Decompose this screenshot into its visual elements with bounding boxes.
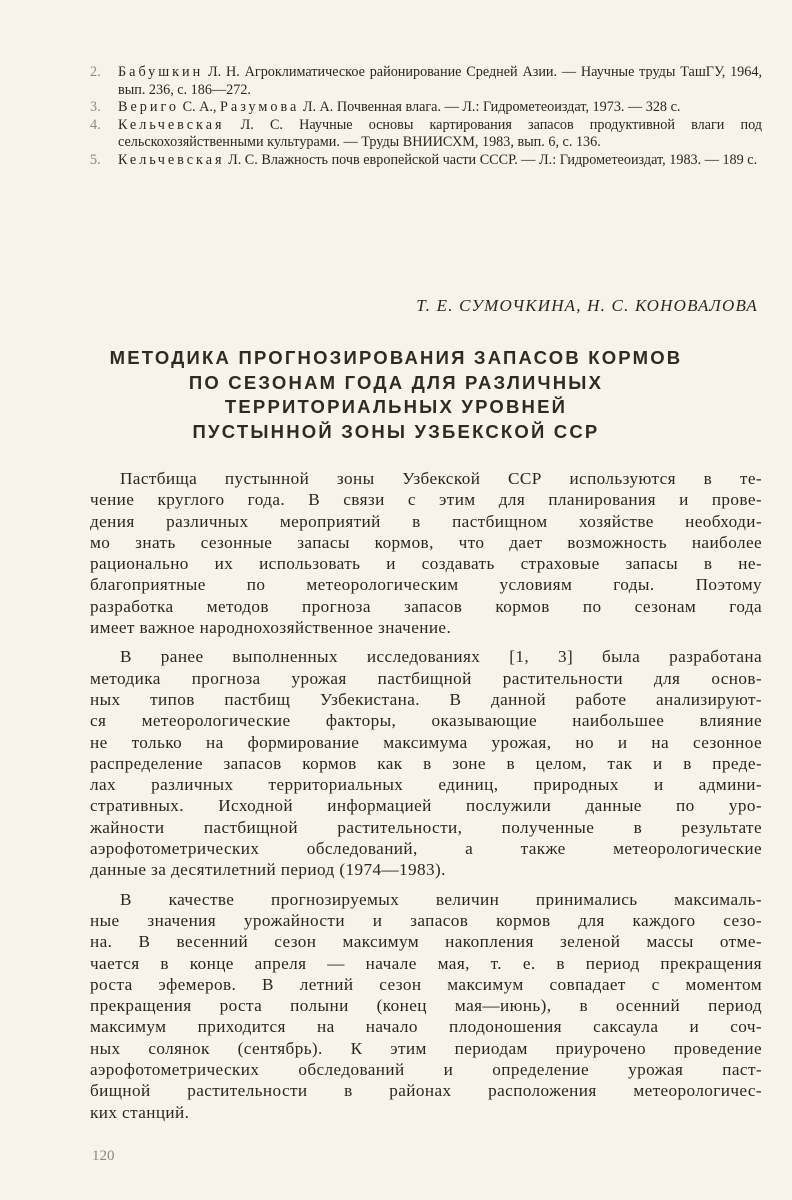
- text-line: аэрофотометрических обследований, а также метеорологические: [90, 839, 762, 859]
- title-line: ПУСТЫННОЙ ЗОНЫ УЗБЕКСКОЙ ССР: [192, 420, 600, 442]
- text-line: чается в конце апреля — начале мая, т. е. в период прекращения: [90, 953, 762, 973]
- text-line: благоприятные по метеорологическим условиям годы. Поэтому: [90, 575, 762, 595]
- text-line: дения различных мероприятий в пастбищном хозяйстве необходи-: [90, 511, 762, 531]
- reference-author: Разумова: [220, 99, 300, 116]
- reference-author: Вериго: [118, 99, 180, 116]
- text-line: роста эфемеров. В летний сезон максимум совпадает с моментом: [90, 974, 762, 994]
- reference-number: 5.: [90, 151, 101, 168]
- reference-number: 2.: [90, 64, 101, 80]
- title-line: ТЕРРИТОРИАЛЬНЫХ УРОВНЕЙ: [224, 396, 568, 417]
- reference-author: Бабушкин: [118, 64, 204, 80]
- reference-item: [90, 99, 762, 117]
- text-line: аэрофотометрических обследований и определение урожая паст-: [90, 1060, 762, 1080]
- text-line: Пастбища пустынной зоны Узбекской ССР используются в те-: [120, 469, 762, 488]
- article-body: [90, 468, 762, 1131]
- title-line: ПО СЕЗОНАМ ГОДА ДЛЯ РАЗЛИЧНЫХ: [188, 371, 604, 393]
- text-line: лах различных территориальных единиц, природных и админи-: [90, 775, 762, 795]
- text-line: ные значения урожайности и запасов кормов для каждого сезо-: [90, 910, 762, 930]
- reference-number: 3.: [90, 99, 101, 116]
- text-line: разработка методов прогноза запасов кормов по сезонам года: [90, 596, 762, 616]
- reference-text: Л. С. Влажность почв европейской части СССР. — Л.: Гидрометеоиздат, 1983. — 189 с.: [224, 151, 758, 168]
- body-paragraph: [90, 889, 762, 1123]
- text-line: на. В весенний сезон максимум накопления зеленой массы отме-: [90, 932, 762, 952]
- text-line: максимум приходится на начало плодоношения саксаула и соч-: [90, 1017, 762, 1037]
- text-line: ких станций.: [90, 1102, 190, 1122]
- reference-author: Кельчевская: [118, 151, 225, 168]
- text-line: данные за десятилетний период (1974—1983).: [90, 860, 446, 880]
- reference-author: Кельчевская: [118, 116, 225, 133]
- text-line: жайности пастбищной растительности, полученные в результате: [90, 817, 762, 837]
- reference-text: Л. Н. Агроклиматическое районирование Средней Азии. — Научные труды ТашГУ, 1964, вып. 236, с. 186—272.: [118, 64, 762, 98]
- article-authors: Т. Е. СУМОЧКИНА, Н. С. КОНОВАЛОВА: [416, 296, 758, 315]
- text-line: не только на формирование максимума урожая, но и на сезонное: [90, 732, 762, 752]
- title-line: МЕТОДИКА ПРОГНОЗИРОВАНИЯ ЗАПАСОВ КОРМОВ: [109, 347, 683, 368]
- reference-list: [90, 64, 762, 170]
- body-paragraph: [90, 468, 762, 638]
- text-line: мо знать сезонные запасы кормов, что дает возможность наиболее: [90, 532, 762, 552]
- reference-text: Л. А. Почвенная влага. — Л.: Гидрометеоиздат, 1973. — 328 с.: [299, 99, 681, 116]
- text-line: бищной растительности в районах расположения метеорологичес-: [90, 1081, 762, 1101]
- page-number: 120: [92, 1148, 115, 1164]
- reference-item: [90, 117, 762, 152]
- text-line: ных солянок (сентябрь). К этим периодам приурочено проведение: [90, 1038, 762, 1058]
- article-title: [60, 346, 732, 444]
- text-line: рационально их использовать и создавать страховые запасы в не-: [90, 554, 762, 574]
- text-line: чение круглого года. В связи с этим для планирования и прове-: [90, 490, 762, 510]
- reference-text: Л. С. Научные основы картирования запасов продуктивной влаги под сельскохозяйственными культурами. — Труды ВНИИСХМ, 1983, вып. 6, с. 136.: [118, 116, 762, 151]
- text-line: В ранее выполненных исследованиях [1, 3] была разработана: [120, 647, 762, 667]
- text-line: ных типов пастбищ Узбекистана. В данной работе анализируют-: [90, 689, 762, 709]
- reference-text: С. А.,: [179, 99, 221, 116]
- text-line: методика прогноза урожая пастбищной растительности для основ-: [90, 668, 762, 688]
- text-line: ся метеорологические факторы, оказывающие наибольшее влияние: [90, 711, 762, 731]
- body-paragraph: [90, 646, 762, 880]
- text-line: стративных. Исходной информацией послужили данные по уро-: [90, 796, 762, 816]
- reference-item: [90, 64, 762, 99]
- text-line: распределение запасов кормов как в зоне в целом, так и в преде-: [90, 753, 762, 773]
- text-line: прекращения роста полыни (конец мая—июнь), в осенний период: [90, 996, 762, 1016]
- reference-number: 4.: [90, 116, 101, 133]
- text-line: имеет важное народнохозяйственное значение.: [90, 618, 452, 638]
- text-line: В качестве прогнозируемых величин принимались максималь-: [120, 889, 762, 909]
- reference-item: [90, 152, 762, 170]
